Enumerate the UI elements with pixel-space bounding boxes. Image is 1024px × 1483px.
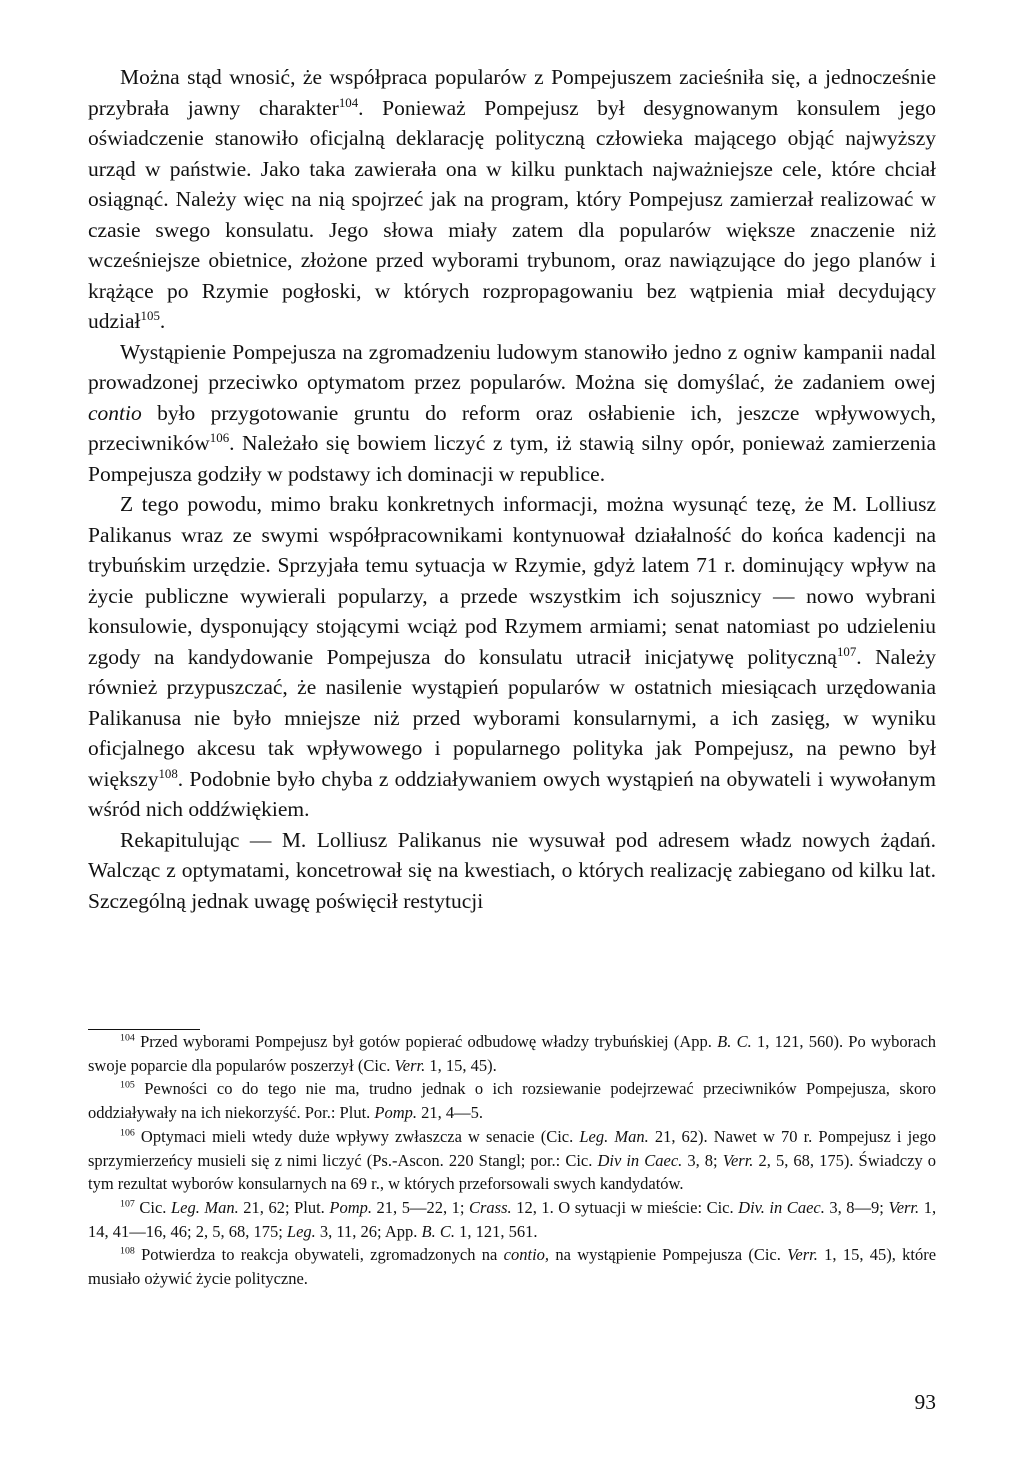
citation-italic: Verr. [888, 1197, 920, 1217]
footnote-108 [88, 1243, 936, 1290]
citation-italic: Verr. [722, 1150, 754, 1170]
footnote-ref-106[interactable]: 106 [209, 430, 230, 445]
footnote-ref-105[interactable]: 105 [140, 308, 160, 323]
paragraph-text: było przygotowanie gruntu do reform oraz osłabienie ich, jeszcze wpływowych, przeciwników [88, 400, 936, 455]
footnote-text: 1, 15, 45). [429, 1055, 497, 1075]
page-number: 93 [914, 1390, 936, 1414]
footnote-106 [88, 1125, 936, 1196]
body-paragraph-1 [88, 62, 936, 337]
footnote-number: 104 [120, 1032, 135, 1044]
paragraph-text: . Należy również przypuszczać, że nasilenie wystąpień popularów w ostatnich miesiącach urzędowania Palikanusa nie było mniejsze niż przed wyborami konsularnymi, a ich zasięg, w wyniku oficjalnego akcesu tak wpływowego i popularnego polityka jak Pompejusz, na pewno był większy [88, 644, 936, 791]
footnote-text: 21, 62). Nawet w 70 r. Pompejusz i jego sprzymierzeńcy musieli się z nimi liczyć (Ps.-Ascon. 220 Stangl; por.: Cic. [88, 1126, 937, 1170]
paragraph-text: Z tego powodu, mimo braku konkretnych informacji, można wysunąć tezę, że M. Lolliusz Palikanus wraz ze swymi współpracownikami kontynuował działalność do końca kadencji na trybuńskim urzędzie. Sprzyjała temu sytuacja w Rzymie, gdyż latem 71 r. dominujący wpływ na życie publiczne wywierali popularzy, a przede wszystkim ich sojusznicy — nowo wybrani konsulowie, dysponujący stojącymi wciąż pod Rzymem armiami; senat natomiast po udzieleniu zgody na kandydowanie Pompejusza do konsulatu utracił inicjatywę polityczną [88, 492, 936, 669]
footnote-text: 3, 8—9; [829, 1197, 884, 1217]
paragraph-text: Można stąd wnosić, że współpraca popularów z Pompejuszem zacieśniła się, a jednocześnie przybrała jawny charakter [88, 65, 936, 120]
footnote-number: 106 [120, 1127, 135, 1139]
footnote-text: 21, 4—5. [421, 1103, 484, 1123]
paragraph-text: . Podobnie było chyba z oddziaływaniem owych wystąpień na obywateli i wywołanym wśród nich oddźwiękiem. [88, 766, 936, 821]
footnote-text: 3, 11, 26; App. [319, 1221, 418, 1241]
footnote-text: 3, 8; [687, 1150, 718, 1170]
paragraph-text: . [159, 309, 166, 333]
citation-italic: Div in Caec. [597, 1150, 683, 1170]
citation-italic: Leg. [286, 1221, 316, 1241]
footnote-text: 1, 121, 561. [459, 1221, 538, 1241]
page-content [88, 62, 936, 1291]
citation-italic: Verr. [787, 1245, 818, 1265]
citation-italic: Leg. Man. [579, 1126, 649, 1146]
footnote-ref-107[interactable]: 107 [836, 644, 857, 659]
footnote-104 [88, 1030, 936, 1077]
body-paragraph-4: Rekapitulując — M. Lolliusz Palikanus nie wysuwał pod adresem władz nowych żądań. Walcząc z optymatami, koncetrował się na kwestiach, o których realizację zabiegano od kilku lat. Szczególną jednak uwagę poświęcił restytucji [88, 827, 936, 913]
footnote-number: 107 [120, 1198, 135, 1210]
footnote-text: 2, 5, 68, 175). Świadczy o tym rezultat wyborów konsularnych na 69 r., w których przeforsowali swych kandydatów. [88, 1150, 937, 1194]
footnote-number: 105 [120, 1079, 135, 1091]
paragraph-text: . Ponieważ Pompejusz był desygnowanym konsulem jego oświadczenie stanowiło oficjalną deklarację polityczną człowieka mającego objąć najwyższy urząd w państwie. Jako taka zawierała ona w kilku punktach najważniejsze cele, które chciał osiągnąć. Należy więc na nią spojrzeć jak na program, który Pompejusz zamierzał realizować w czasie swego konsulatu. Jego słowa miały zatem dla popularów większe znaczenie niż wcześniejsze obietnice, złożone przed wyborami trybunom, oraz nawiązujące do jego planów i krążące po Rzymie pogłoski, w których rozpropagowaniu bez wątpienia miał decydujący udział [88, 95, 936, 333]
footnote-number: 108 [120, 1245, 135, 1257]
footnote-text: Cic. [139, 1197, 167, 1217]
footnote-text: na wystąpienie Pompejusza (Cic. [555, 1245, 781, 1265]
footnote-text: Przed wyborami Pompejusz był gotów popierać odbudowę władzy trybuńskiej (App. [140, 1032, 712, 1051]
footnote-text: 12, 1. O sytuacji w mieście: Cic. [516, 1197, 734, 1217]
italic-term: contio [88, 400, 142, 425]
citation-italic: Leg. Man. [170, 1197, 239, 1217]
citation-italic: B. C. [421, 1221, 455, 1241]
citation-italic: Pomp. [329, 1197, 372, 1217]
citation-italic: Crass. [469, 1197, 512, 1217]
footnote-text: 1, 15, 45), które musiało ożywić życie polityczne. [88, 1245, 937, 1289]
citation-italic: B. C. [717, 1032, 752, 1051]
footnote-text: 21, 62; Plut. [243, 1197, 325, 1217]
citation-italic: Verr. [394, 1055, 426, 1075]
paragraph-text: Wystąpienie Pompejusza na zgromadzeniu ludowym stanowiło jedno z ogniw kampanii nadal prowadzonej przeciwko optymatom przez popularów. Można się domyślać, że zadaniem owej [88, 339, 936, 394]
footnote-text: Optymaci mieli wtedy duże wpływy zwłaszcza w senacie (Cic. [140, 1126, 574, 1146]
body-paragraph-2 [88, 337, 936, 490]
citation-italic: Pomp. [374, 1103, 418, 1123]
footnote-text: 1, 121, 560). Po wyborach swoje poparcie dla popularów poszerzył (Cic. [88, 1032, 937, 1075]
footnote-107 [88, 1196, 936, 1243]
footnote-105 [88, 1077, 936, 1124]
paragraph-text: . Należało się bowiem liczyć z tym, iż stawią silny opór, ponieważ zamierzenia Pompejusza godziły w podstawy ich dominacji w republice. [88, 431, 936, 486]
footnote-text: 1, 14, 41—16, 46; 2, 5, 68, 175; [88, 1197, 937, 1241]
footnote-text: 21, 5—22, 1; [376, 1197, 465, 1217]
footnote-ref-104[interactable]: 104 [338, 95, 359, 110]
footnote-text: Potwierdza to reakcja obywateli, zgromadzonych na [141, 1245, 498, 1265]
footnote-ref-108[interactable]: 108 [158, 766, 178, 781]
body-paragraph-3 [88, 489, 936, 825]
citation-italic: contio, [503, 1245, 550, 1265]
citation-italic: Div. in Caec. [738, 1197, 825, 1217]
footnote-text: Pewności co do tego nie ma, trudno jednak o ich rozsiewanie podejrzewać przeciwników Pompejusza, skoro oddziaływały na ich niekorzyść. Por.: Plut. [88, 1079, 936, 1123]
